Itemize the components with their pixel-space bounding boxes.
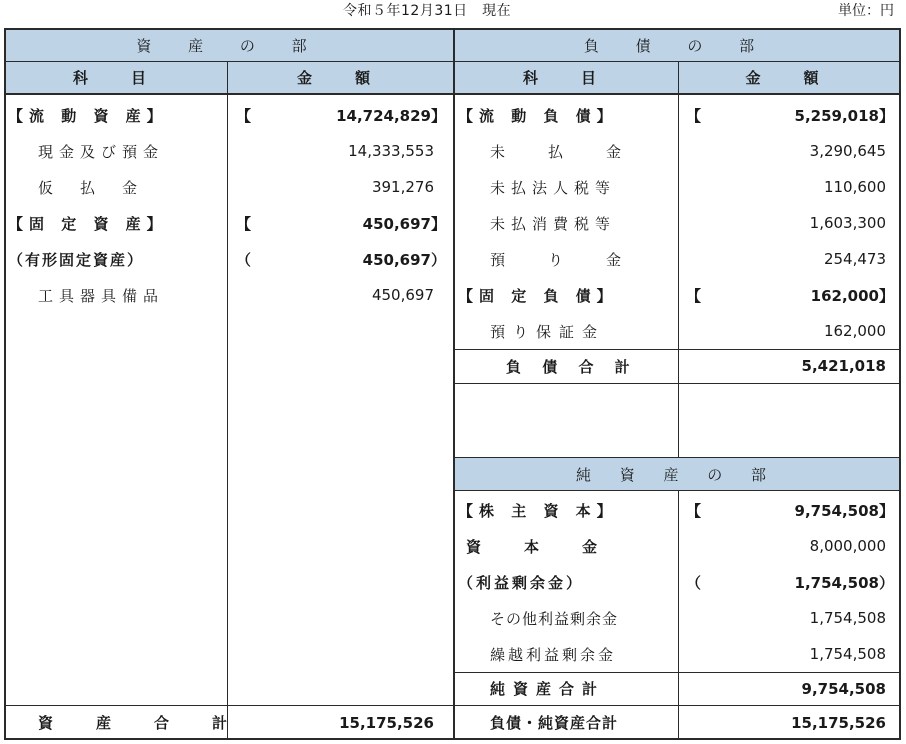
assets-col-item: 科 目 [72, 68, 160, 87]
asset-amount: 391,276 [371, 178, 434, 196]
liability-label: 未払消費税等 [490, 214, 617, 233]
liability-amount: 162,000 [823, 322, 886, 340]
net-asset-label: 【株 主 資 本】 [458, 501, 618, 520]
liabilities-section-title: 負 債 の 部 [583, 36, 771, 55]
liability-amount: 162,000】 [810, 286, 894, 305]
net-asset-label: 繰越利益剰余金 [490, 645, 617, 664]
assets-total-amount: 15,175,526 [339, 713, 434, 732]
asset-label: 【流 動 資 産】 [8, 106, 168, 125]
assets-col-amount: 金 額 [296, 68, 384, 87]
liability-label: 未払法人税等 [490, 178, 617, 197]
asset-label: 工具器具備品 [38, 286, 165, 305]
report-date: 令和５年12月31日 現在 [343, 3, 512, 19]
rule [227, 61, 228, 738]
liability-amount: 254,473 [823, 250, 886, 268]
net-asset-amount: 1,754,508 [809, 609, 886, 627]
asset-amount: 450,697） [362, 250, 446, 269]
asset-bracket: 【 [236, 214, 252, 233]
liability-label: 預り保証金 [490, 322, 606, 341]
asset-bracket: 【 [236, 106, 252, 125]
asset-label: 【固 定 資 産】 [8, 214, 168, 233]
net-asset-label: その他利益剰余金 [490, 609, 619, 628]
liabilities-total-amount: 5,421,018 [801, 357, 886, 375]
assets-total-label: 資 産 合 計 [38, 714, 242, 732]
net-assets-section-title: 純 資 産 の 部 [575, 465, 779, 484]
net-asset-label: 資 本 金 [466, 537, 612, 556]
net-asset-amount: 1,754,508 [809, 645, 886, 663]
net-assets-total-label: 純資産合計 [490, 680, 606, 698]
net-asset-bracket: （ [686, 573, 702, 592]
liability-amount: 5,259,018】 [794, 106, 894, 125]
net-asset-amount: 9,754,508】 [794, 501, 894, 520]
assets-section-title: 資 産 の 部 [136, 36, 323, 55]
rule [454, 490, 899, 491]
asset-bracket: （ [236, 250, 252, 269]
asset-amount: 450,697】 [362, 214, 446, 233]
liability-amount: 110,600 [823, 178, 886, 196]
liability-amount: 3,290,645 [809, 142, 886, 160]
liabilities-col-item: 科 目 [522, 68, 610, 87]
liability-label: 預 り 金 [490, 250, 636, 269]
asset-amount: 450,697 [371, 286, 434, 304]
rule [453, 30, 455, 738]
net-asset-amount: 8,000,000 [809, 537, 886, 555]
net-asset-label: （利益剰余金） [458, 573, 585, 592]
net-asset-bracket: 【 [686, 501, 702, 520]
liabilities-col-amount: 金 額 [745, 68, 833, 87]
net-asset-amount: 1,754,508） [794, 573, 894, 592]
liability-bracket: 【 [686, 286, 702, 305]
asset-amount: 14,333,553 [348, 142, 434, 160]
liability-amount: 1,603,300 [809, 214, 886, 232]
liabilities-total-label: 負 債 合 計 [506, 357, 638, 376]
asset-amount: 14,724,829】 [336, 106, 446, 125]
rule [678, 490, 679, 738]
liabilities-net-total-amount: 15,175,526 [791, 713, 886, 732]
liabilities-net-total-label: 負債・純資産合計 [490, 714, 619, 732]
liability-label: 【流 動 負 債】 [458, 106, 618, 125]
liability-label: 【固 定 負 債】 [458, 286, 618, 305]
asset-label: 現金及び預金 [38, 142, 165, 161]
net-assets-total-amount: 9,754,508 [801, 679, 886, 698]
liability-label: 未 払 金 [490, 142, 636, 161]
asset-label: 仮 払 金 [38, 178, 144, 197]
asset-label: （有形固定資産） [8, 250, 145, 269]
rule [678, 61, 679, 457]
unit-label: 単位：円 [838, 3, 894, 19]
rule [454, 383, 899, 384]
liability-bracket: 【 [686, 106, 702, 125]
